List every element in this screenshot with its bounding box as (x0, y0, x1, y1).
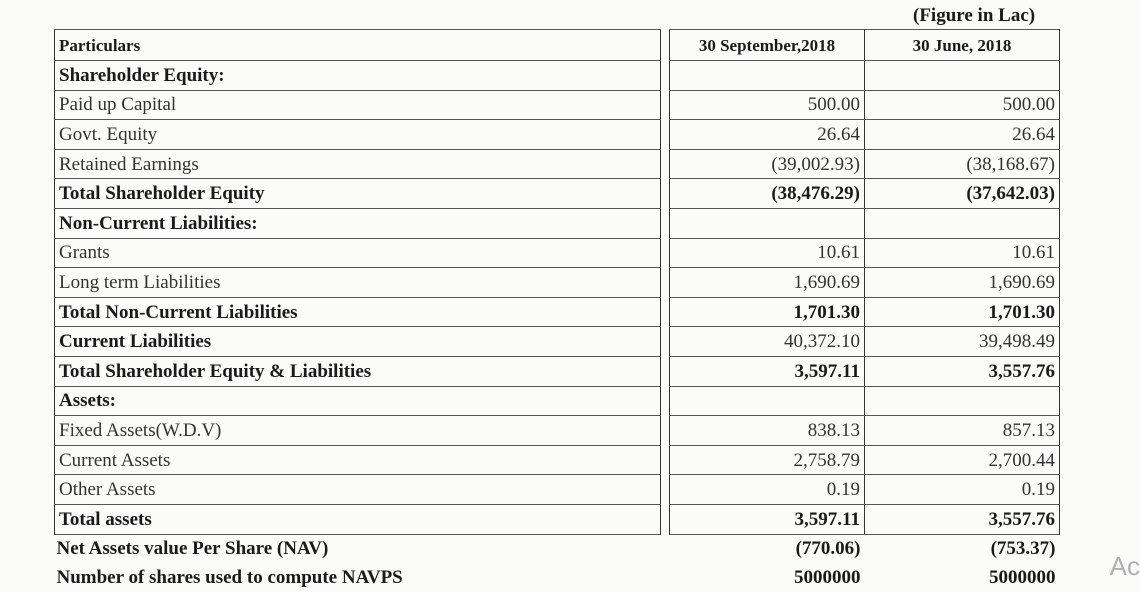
column-separator (661, 297, 670, 327)
footer-row (55, 563, 1060, 592)
value-jun-2018: 3,557.76 (865, 504, 1060, 534)
column-separator (661, 268, 670, 298)
row-label: Govt. Equity (55, 120, 661, 150)
column-separator (661, 475, 670, 505)
row-label: Long term Liabilities (55, 268, 661, 298)
table-row (55, 90, 1060, 120)
table-row (55, 297, 1060, 327)
table-row (55, 356, 1060, 386)
value-sep-2018 (670, 208, 865, 238)
row-label: Other Assets (55, 475, 661, 505)
value-jun-2018: (38,168.67) (865, 149, 1060, 179)
value-jun-2018: 3,557.76 (865, 356, 1060, 386)
value-sep-2018: 26.64 (670, 120, 865, 150)
row-label: Grants (55, 238, 661, 268)
value-sep-2018: 1,690.69 (670, 268, 865, 298)
header-particulars: Particulars (55, 30, 661, 61)
value-sep-2018: 1,701.30 (670, 297, 865, 327)
header-col-sep-2018: 30 September,2018 (670, 30, 865, 61)
table-row (55, 179, 1060, 209)
value-sep-2018: 0.19 (670, 475, 865, 505)
row-label: Current Liabilities (55, 327, 661, 357)
table-row (55, 475, 1060, 505)
value-jun-2018: 2,700.44 (865, 445, 1060, 475)
table-row (55, 208, 1060, 238)
value-sep-2018: 5000000 (794, 566, 861, 588)
row-label: Fixed Assets(W.D.V) (55, 416, 661, 446)
value-sep-2018: (38,476.29) (670, 179, 865, 209)
value-jun-2018: 857.13 (865, 416, 1060, 446)
value-sep-2018 (670, 386, 865, 416)
table-row (55, 504, 1060, 534)
value-sep-2018: 3,597.11 (670, 504, 865, 534)
row-label: Total assets (55, 504, 661, 534)
column-separator (661, 120, 670, 150)
column-separator (661, 208, 670, 238)
column-separator (661, 356, 670, 386)
value-sep-2018: 2,758.79 (670, 445, 865, 475)
table-row (55, 327, 1060, 357)
table-row (55, 386, 1060, 416)
table-row (55, 120, 1060, 150)
value-jun-2018: 1,690.69 (865, 268, 1060, 298)
header-col-jun-2018: 30 June, 2018 (865, 30, 1060, 61)
value-sep-2018: 500.00 (670, 90, 865, 120)
row-label: Total Shareholder Equity (55, 179, 661, 209)
table-row (55, 149, 1060, 179)
column-separator (661, 504, 670, 534)
column-separator (661, 416, 670, 446)
column-separator (661, 386, 670, 416)
column-separator (661, 534, 670, 563)
value-jun-2018: 10.61 (865, 238, 1060, 268)
value-sep-2018: (39,002.93) (670, 149, 865, 179)
row-label: Net Assets value Per Share (NAV) (56, 538, 329, 560)
footer-row (55, 534, 1060, 563)
value-jun-2018: 5000000 (989, 566, 1056, 588)
row-label: Shareholder Equity: (55, 61, 661, 91)
financial-position-table (54, 29, 1060, 592)
value-jun-2018 (865, 61, 1060, 91)
row-label: Non-Current Liabilities: (55, 208, 661, 238)
column-separator (661, 149, 670, 179)
table-row (55, 238, 1060, 268)
corner-watermark-text: Ac (1109, 551, 1140, 581)
value-jun-2018: 26.64 (865, 120, 1060, 150)
value-jun-2018 (865, 386, 1060, 416)
column-separator (661, 327, 670, 357)
row-label: Paid up Capital (55, 90, 661, 120)
value-sep-2018: (770.06) (795, 538, 861, 560)
row-label: Total Non-Current Liabilities (55, 297, 661, 327)
row-label: Number of shares used to compute NAVPS (56, 566, 403, 588)
row-label: Current Assets (55, 445, 661, 475)
table-row (55, 416, 1060, 446)
column-separator (661, 61, 670, 91)
value-sep-2018: 838.13 (670, 416, 865, 446)
value-sep-2018: 3,597.11 (670, 356, 865, 386)
column-separator (661, 30, 670, 61)
column-separator (661, 179, 670, 209)
value-sep-2018: 10.61 (670, 238, 865, 268)
value-jun-2018: 500.00 (865, 90, 1060, 120)
column-separator (661, 90, 670, 120)
table-row (55, 268, 1060, 298)
row-label: Total Shareholder Equity & Liabilities (55, 356, 661, 386)
table-row (55, 61, 1060, 91)
row-label: Retained Earnings (55, 149, 661, 179)
column-separator (661, 563, 670, 592)
table-row (55, 445, 1060, 475)
column-separator (661, 238, 670, 268)
value-jun-2018: (37,642.03) (865, 179, 1060, 209)
column-separator (661, 445, 670, 475)
value-jun-2018 (865, 208, 1060, 238)
table-header-row (55, 30, 1060, 61)
value-jun-2018: 0.19 (865, 475, 1060, 505)
value-sep-2018: 40,372.10 (670, 327, 865, 357)
value-jun-2018: (753.37) (990, 538, 1056, 560)
row-label: Assets: (55, 386, 661, 416)
value-jun-2018: 39,498.49 (865, 327, 1060, 357)
value-sep-2018 (670, 61, 865, 91)
unit-note: (Figure in Lac) (913, 5, 1036, 26)
value-jun-2018: 1,701.30 (865, 297, 1060, 327)
